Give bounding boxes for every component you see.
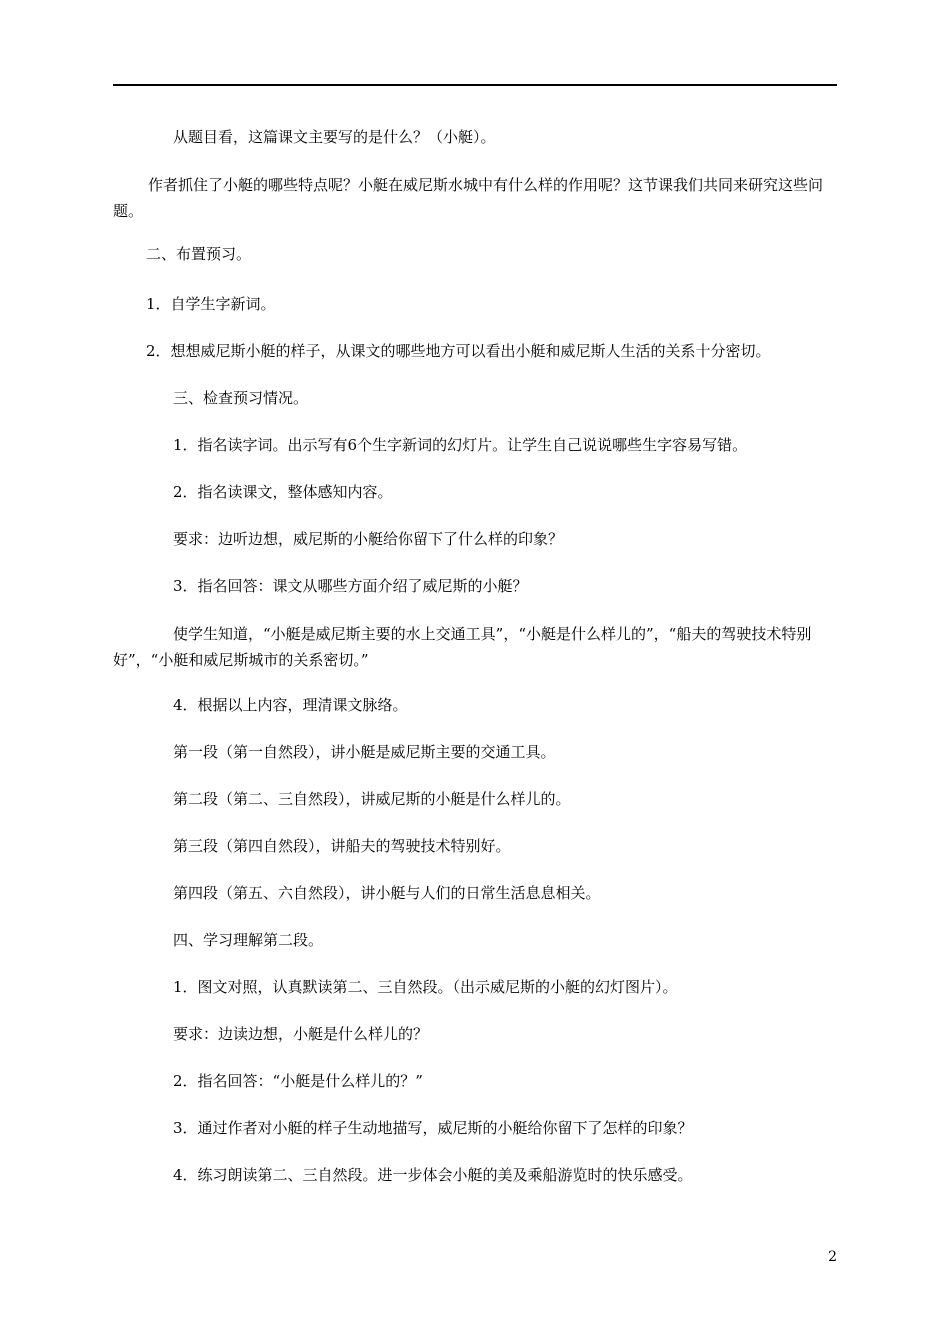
paragraph: 1．图文对照，认真默读第二、三自然段。（出示威尼斯的小艇的幻灯图片）。	[173, 978, 678, 996]
paragraph: 作者抓住了小艇的哪些特点呢？小艇在威尼斯水城中有什么样的作用呢？这节课我们共同来研究这些问题。	[113, 176, 824, 220]
paragraph: 从题目看，这篇课文主要写的是什么？（小艇）。	[173, 128, 496, 146]
paragraph: 3．通过作者对小艇的样子生动地描写，威尼斯的小艇给你留下了怎样的印象？	[173, 1119, 693, 1137]
paragraph: 第一段（第一自然段），讲小艇是威尼斯主要的交通工具。	[173, 743, 556, 761]
section-heading: 二、布置预习。	[146, 245, 252, 263]
paragraph: 第四段（第五、六自然段），讲小艇与人们的日常生活息息相关。	[173, 884, 601, 902]
section-heading: 三、检查预习情况。	[173, 389, 309, 407]
paragraph: 1．指名读字词。出示写有6个生字新词的幻灯片。让学生自己说说哪些生字容易写错。	[173, 436, 748, 454]
paragraph: 第三段（第四自然段），讲船夫的驾驶技术特别好。	[173, 837, 511, 855]
paragraph: 1．自学生字新词。	[146, 295, 276, 313]
paragraph: 4．根据以上内容，理清课文脉络。	[173, 696, 408, 714]
paragraph: 要求：边听边想，威尼斯的小艇给你留下了什么样的印象？	[173, 530, 564, 548]
header-rule	[113, 84, 837, 86]
paragraph: 使学生知道，“小艇是威尼斯主要的水上交通工具”，“小艇是什么样儿的”，“船夫的驾驶技术特别好”，“小艇和威尼斯城市的关系密切。”	[113, 625, 812, 669]
section-heading: 四、学习理解第二段。	[173, 931, 324, 949]
paragraph: 3．指名回答：课文从哪些方面介绍了威尼斯的小艇？	[173, 577, 528, 595]
paragraph: 2．指名回答：“小艇是什么样儿的？”	[173, 1072, 423, 1090]
paragraph: 要求：边读边想，小艇是什么样儿的？	[173, 1025, 429, 1043]
paragraph: 2．指名读课文，整体感知内容。	[173, 483, 393, 501]
paragraph: 4．练习朗读第二、三自然段。进一步体会小艇的美及乘船游览时的快乐感受。	[173, 1166, 693, 1184]
paragraph: 第二段（第二、三自然段），讲威尼斯的小艇是什么样儿的。	[173, 790, 571, 808]
paragraph: 2．想想威尼斯小艇的样子，从课文的哪些地方可以看出小艇和威尼斯人生活的关系十分密切。	[146, 342, 771, 360]
page-number: 2	[828, 1249, 837, 1265]
